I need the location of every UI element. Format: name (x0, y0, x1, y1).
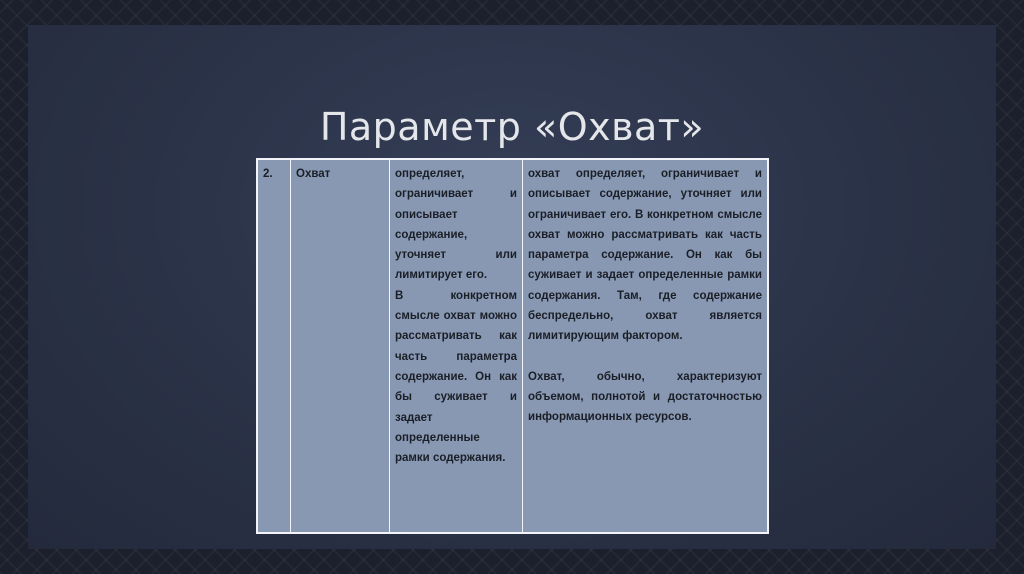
long-definition-paragraph: охват определяет, ограничивает и описывает содержание, уточняет или ограничивает его. В конкретном смысле охват можно рассматривать как часть параметра содержание. Он как бы суживает и задает определенные рамки содержания. Там, где содержание беспредельно, охват является лимитирующим фактором. (528, 168, 762, 343)
table-row (257, 159, 768, 533)
long-definition-paragraph: Охват, обычно, характеризуют объемом, полнотой и достаточностью информационных ресурсов. (528, 370, 762, 424)
short-definition-paragraph: определяет, ограничивает и описывает содержание, уточняет или лимитирует его. (395, 168, 517, 282)
slide-title: Параметр «Охват» (319, 105, 705, 149)
short-definition-cell (390, 159, 523, 533)
term-cell: Охват (291, 159, 390, 533)
short-definition-paragraph: В конкретном смысле охват можно рассматривать как часть параметра содержание. Он как бы суживает и задает определенные рамки содержания. (395, 289, 517, 465)
definition-table (256, 158, 769, 534)
long-definition-cell (523, 159, 769, 533)
row-number-cell: 2. (257, 159, 291, 533)
paragraph-gap (528, 347, 762, 367)
